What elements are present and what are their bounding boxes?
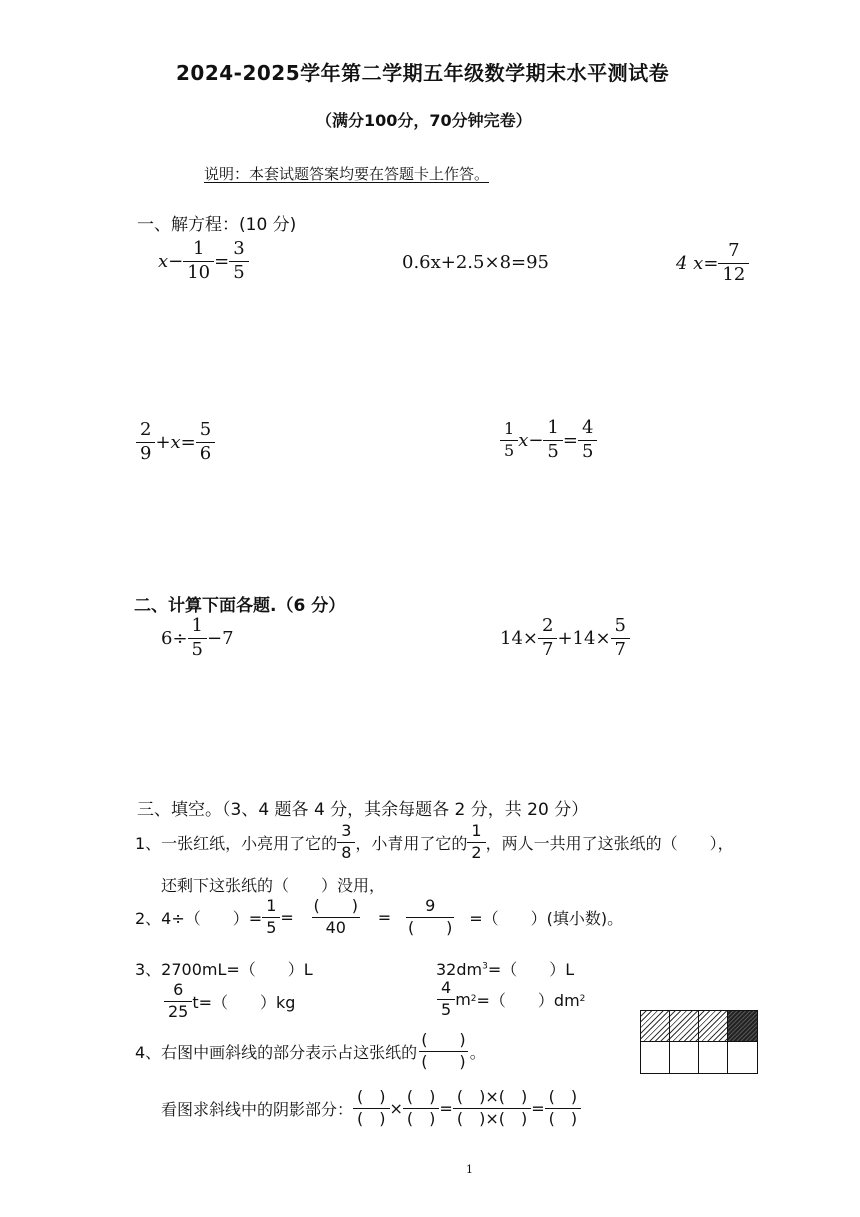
section2-heading: 二、计算下面各题.（6 分） — [134, 596, 346, 616]
eq5-den1: 5 — [500, 440, 518, 460]
equation-2 — [402, 252, 549, 273]
q3-1b-sup: 3 — [482, 961, 488, 972]
q1-den2: 2 — [467, 842, 485, 862]
q4-end: 。 — [469, 1042, 486, 1062]
q2-b: = — [280, 907, 294, 927]
q3-2b-sup2: 2 — [579, 994, 586, 1005]
q1-den1: 8 — [337, 842, 355, 862]
q1-part2: ，小青用了它的 — [355, 833, 468, 853]
fill-q3-line2a — [164, 982, 295, 1021]
eq4-num2: 5 — [199, 419, 212, 440]
calc1-num: 1 — [191, 615, 203, 636]
instruction-note: 说明：本套试题答案均要在答题卡上作答。 — [204, 165, 490, 183]
q3-2a-den: 25 — [164, 1001, 192, 1021]
q4-f1-num: ( ) — [357, 1087, 386, 1106]
fill-q3-line1a: 3、2700mL=（ ）L — [135, 960, 313, 979]
q4-f2-num: ( ) — [406, 1087, 436, 1106]
eq5-num3: 4 — [581, 417, 594, 438]
q2-num1: 1 — [266, 896, 277, 915]
q4-eq2: = — [531, 1098, 545, 1118]
eq4-den2: 6 — [196, 442, 215, 464]
eq1-num1: 1 — [192, 238, 205, 259]
q2-den2: 40 — [312, 917, 360, 937]
eq2-text: 0.6x+2.5×8=95 — [402, 252, 550, 273]
q2-num2: ( ) — [313, 896, 359, 915]
q2-den1: 5 — [262, 917, 280, 937]
eq1-left: x− — [158, 250, 184, 272]
grid-cell-hatched — [641, 1011, 670, 1042]
equation-4 — [136, 421, 215, 464]
grid-cell — [699, 1042, 728, 1073]
calc1-den: 5 — [188, 638, 207, 660]
eq5-num2: 1 — [547, 417, 559, 438]
eq1-equals: = — [214, 250, 230, 272]
eq3-den: 12 — [718, 263, 749, 285]
eq3-left: 4 x= — [676, 252, 719, 274]
q4-f4-den: ( ) — [545, 1108, 582, 1128]
fill-q1-line1 — [135, 823, 734, 862]
grid-cell — [641, 1042, 670, 1073]
fill-q4-line2 — [161, 1089, 581, 1128]
grid-cell-hatched — [670, 1011, 699, 1042]
fill-q2 — [135, 898, 623, 937]
fill-q4-line1 — [135, 1032, 486, 1071]
equation-1 — [158, 240, 249, 283]
eq5-den3: 5 — [578, 440, 597, 462]
calc1-left: 6÷ — [161, 627, 188, 649]
q3-2b-num: 4 — [441, 978, 452, 997]
q2-c: = — [377, 907, 392, 927]
q3-1b-post: =（ ）L — [487, 960, 575, 979]
grid-cell — [728, 1042, 757, 1073]
equation-3 — [676, 242, 749, 285]
page-number: 1 — [466, 1163, 473, 1176]
q4-times: × — [389, 1098, 403, 1118]
grid-cell-hatched — [699, 1011, 728, 1042]
calc2-den2: 7 — [611, 638, 630, 660]
q1-part3: ，两人一共用了这张纸的（ ）， — [485, 833, 734, 853]
q3-1b-pre: 32dm — [436, 960, 483, 979]
q4-blank-den: ( ) — [421, 1051, 466, 1071]
calc1-right: −7 — [207, 627, 234, 649]
q3-2b-post: =（ ）dm — [476, 990, 580, 1010]
q3-2b-sup: 2 — [470, 994, 477, 1005]
q3-2b-mid: m — [455, 989, 471, 1009]
eq5-num1: 1 — [504, 419, 515, 439]
q1-part1: 1、一张红纸，小亮用了它的 — [135, 833, 338, 853]
q4-f4-num: ( ) — [548, 1087, 578, 1106]
grid-cell-shaded — [728, 1011, 757, 1042]
q2-a: 2、4÷（ ）= — [135, 908, 263, 928]
page-subtitle: （满分100分，70分钟完卷） — [316, 111, 532, 130]
fill-q3-line2b — [437, 980, 585, 1019]
q2-den3: ( ) — [407, 917, 453, 937]
q3-2b-den: 5 — [437, 999, 455, 1019]
eq1-num2: 3 — [233, 238, 245, 259]
page-title: 2024-2025学年第二学期五年级数学期末水平测试卷 — [176, 61, 670, 85]
section3-heading: 三、填空。（3、4 题各 4 分，其余每题各 2 分，共 20 分） — [137, 800, 589, 820]
calc-1 — [161, 617, 234, 660]
q4-f2-den: ( ) — [403, 1108, 440, 1128]
calc2-left: 14× — [500, 627, 538, 649]
section1-heading: 一、解方程：(10 分) — [137, 215, 297, 235]
calc2-den1: 7 — [538, 638, 557, 660]
q4-f3-num: ( )×( ) — [456, 1087, 528, 1106]
eq3-num: 7 — [728, 240, 740, 261]
q2-num3: 9 — [425, 896, 436, 915]
calc-2 — [500, 617, 630, 660]
paper-grid-figure — [640, 1010, 758, 1074]
eq5-equals: = — [562, 429, 578, 451]
fill-q3-line1b — [436, 957, 574, 980]
q4-eq: = — [439, 1098, 453, 1118]
q4-f1-den: ( ) — [353, 1108, 390, 1128]
eq5-den2: 5 — [543, 440, 562, 462]
q4-blank-num: ( ) — [421, 1030, 466, 1049]
q4-line2: 看图求斜线中的阴影部分： — [161, 1099, 354, 1119]
q3-2a-post: t=（ ）kg — [192, 992, 296, 1012]
eq1-den2: 5 — [229, 261, 248, 283]
calc2-num2: 5 — [614, 615, 626, 636]
q4-f3-den: ( )×( ) — [453, 1108, 531, 1128]
fill-q1-line2: 还剩下这张纸的（ ）没用， — [161, 876, 386, 895]
eq5-mid: x− — [518, 429, 544, 451]
equation-5 — [500, 419, 597, 462]
eq4-num1: 2 — [140, 419, 152, 440]
q4-text: 4、右图中画斜线的部分表示占这张纸的 — [135, 1042, 418, 1062]
q2-d: =（ ）(填小数)。 — [469, 908, 624, 928]
calc2-mid: +14× — [557, 627, 611, 649]
calc2-num1: 2 — [542, 615, 554, 636]
eq4-mid: +x= — [155, 431, 196, 453]
grid-cell — [670, 1042, 699, 1073]
eq1-den1: 10 — [183, 261, 214, 283]
q3-2a-num: 6 — [173, 980, 184, 999]
q1-num2: 1 — [471, 821, 482, 840]
q1-num1: 3 — [341, 821, 352, 840]
eq4-den1: 9 — [136, 442, 155, 464]
